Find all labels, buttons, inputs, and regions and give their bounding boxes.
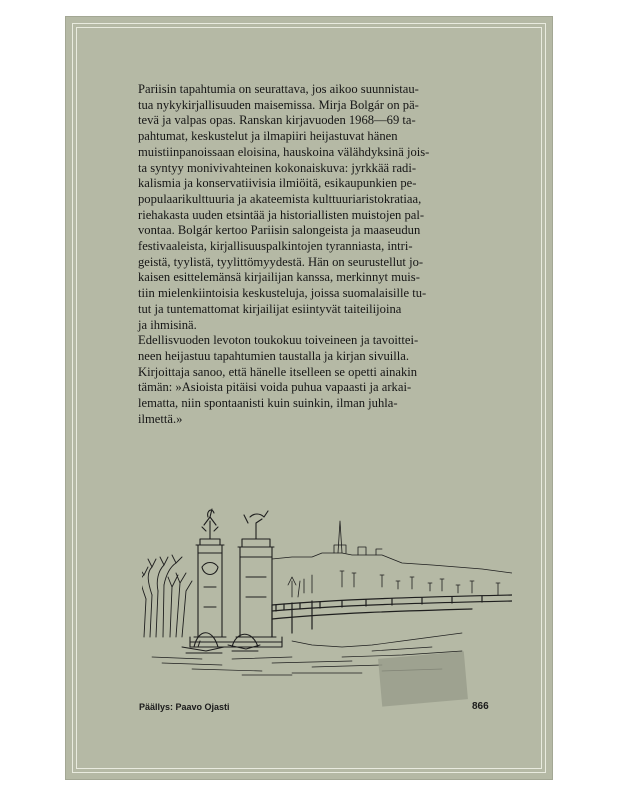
blurb-line: tua nykykirjallisuuden maisemissa. Mirja Bolgár on pä- — [138, 97, 419, 112]
blurb-line: vontaa. Bolgár kertoo Pariisin salongeista ja maaseudun — [138, 223, 421, 238]
blurb-line: tut ja tuntemattomat kirjailijat esiintyvät taiteilijoina — [138, 301, 402, 316]
blurb-line: populaarikulttuuria ja akateemista kulttuuriaristokratiaa, — [138, 191, 422, 206]
blurb-line: Pariisin tapahtumia on seurattava, jos aikoo suunnistau- — [138, 82, 419, 96]
book-back-cover — [66, 17, 552, 779]
cover-designer-credit: Päällys: Paavo Ojasti — [139, 702, 230, 712]
blurb-line: Kirjoittaja sanoo, että hänelle itselleen se opetti ainakin — [138, 364, 418, 379]
blurb-line: tiin mielenkiintoisia keskusteluja, joissa suomalaisille tu- — [138, 286, 427, 301]
blurb-line: ta syntyy monivivahteinen kokonaiskuva: jyrkkää radi- — [138, 160, 417, 175]
blurb-line: riehakasta uuden etsintää ja historiallisten muistojen pal- — [138, 207, 425, 222]
blurb-paragraph-1 — [138, 82, 485, 333]
blurb-line: tevä ja valpas opas. Ranskan kirjavuoden 1968—69 ta- — [138, 113, 416, 128]
blurb-line: kalismia ja konservatiivisia ilmiöitä, esikaupunkien pe- — [138, 176, 417, 191]
blurb-line: ilmettä.» — [138, 411, 183, 426]
paris-bridge-illustration — [142, 487, 512, 677]
price-sticker-residue — [378, 651, 468, 706]
blurb-line: kaisen esittelemänsä kirjailijan kanssa, merkinnyt muis- — [138, 270, 420, 285]
blurb-line: lematta, niin spontaanisti kuin suinkin, ilman juhla- — [138, 396, 398, 411]
catalog-number: 866 — [472, 701, 489, 712]
blurb-line: muistiinpanoissaan eloisina, hauskoina välähdyksinä jois- — [138, 144, 430, 159]
blurb-line: pahtumat, keskustelut ja ilmapiiri heijastuvat hänen — [138, 129, 398, 144]
blurb-line: Edellisvuoden levoton toukokuu toiveineen ja tavoittei- — [138, 333, 419, 348]
blurb-paragraph-2 — [138, 333, 485, 427]
blurb-line: ja ihmisinä. — [138, 317, 197, 332]
blurb-line: geistä, tyylistä, tyylittömyydestä. Hän on seurustellut jo- — [138, 254, 424, 269]
blurb-line: tämän: »Asioista pitäisi voida puhua vapaasti ja arkai- — [138, 380, 412, 395]
blurb-text — [138, 82, 485, 427]
blurb-line: neen heijastuu tapahtumien taustalla ja kirjan sivuilla. — [138, 348, 410, 363]
blurb-line: festivaaleista, kirjallisuuspalkintojen tyranniasta, intri- — [138, 239, 413, 254]
